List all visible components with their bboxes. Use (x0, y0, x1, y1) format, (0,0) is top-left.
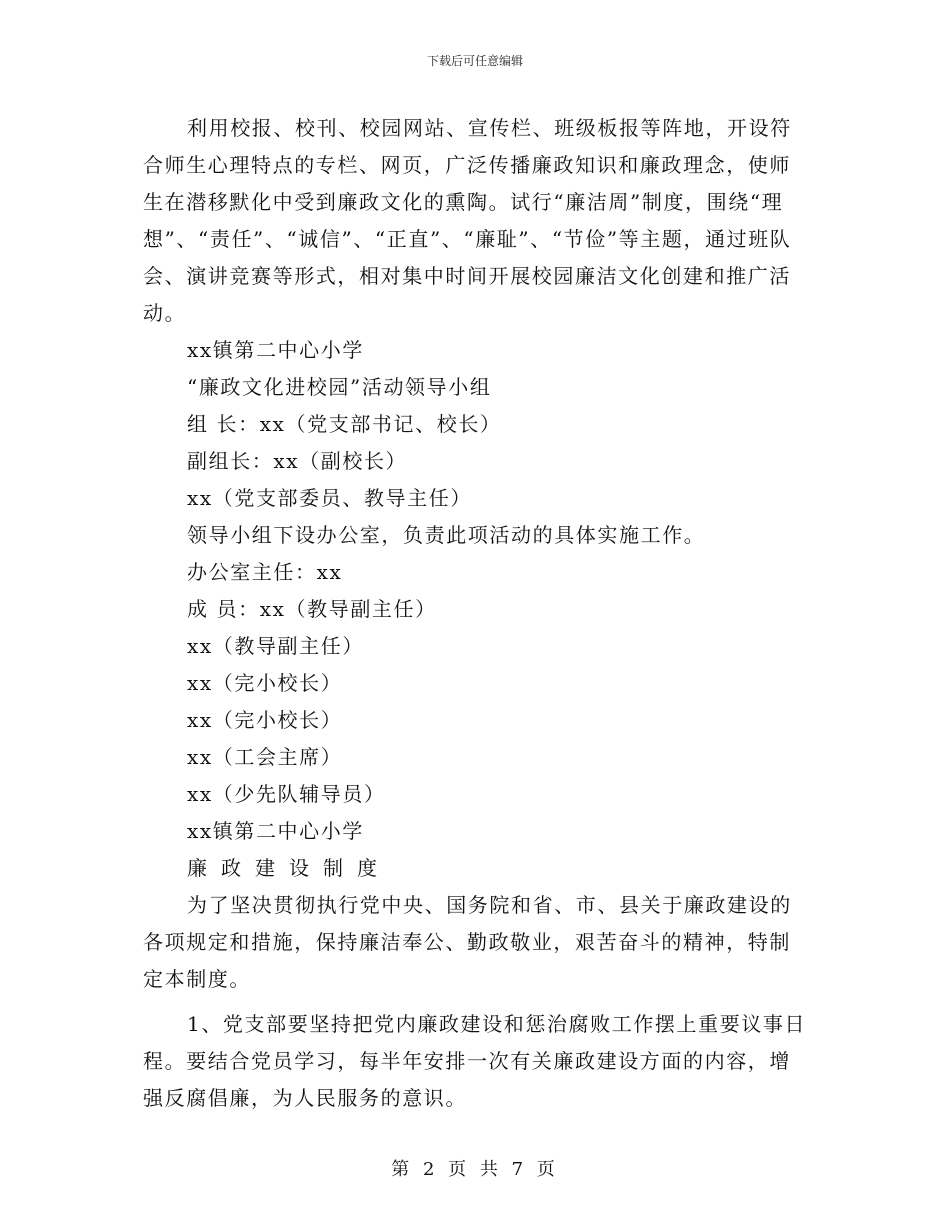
school-name-2: xx镇第二中心小学 (187, 819, 364, 843)
paragraph-rule-1: 1、党支部要坚持把党内廉政建设和惩治腐败工作摆上重要议事日程。要结合党员学习，每半年安排一次有关廉政建设方面的内容，增强反腐倡廉，为人民服务的意识。 (143, 1012, 807, 1110)
section-heading: 廉政建设制度 (187, 856, 391, 880)
office-director: 办公室主任：xx (187, 560, 343, 584)
office-setup: 领导小组下设办公室，负责此项活动的具体实施工作。 (187, 523, 706, 547)
paragraph-intro: 为了坚决贯彻执行党中央、国务院和省、市、县关于廉政建设的各项规定和措施，保持廉洁奉公、勤政敬业，艰苦奋斗的精神，特制定本制度。 (143, 893, 792, 991)
deputy-leader: 副组长：xx（副校长） (187, 449, 408, 473)
page-header: 下载后可任意编辑 (426, 54, 523, 68)
deputy-leader-2: xx（党支部委员、教导主任） (187, 486, 472, 510)
member-line: xx（工会主席） (187, 745, 343, 769)
page-footer: 第 2 页 共 7 页 (391, 1159, 559, 1180)
member-line: xx（完小校长） (187, 708, 343, 732)
group-title: “廉政文化进校园”活动领导小组 (187, 375, 492, 399)
group-leader: 组 长：xx（党支部书记、校长） (187, 412, 502, 436)
member-line: xx（少先队辅导员） (187, 782, 386, 806)
document-body (143, 110, 808, 1117)
school-name: xx镇第二中心小学 (187, 338, 364, 362)
member-line: xx（教导副主任） (187, 634, 364, 658)
member-line: 成 员：xx（教导副主任） (187, 597, 437, 621)
member-line: xx（完小校长） (187, 671, 343, 695)
paragraph-promotion: 利用校报、校刊、校园网站、宣传栏、班级板报等阵地，开设符合师生心理特点的专栏、网页，广泛传播廉政知识和廉政理念，使师生在潜移默化中受到廉政文化的熏陶。试行“廉洁周”制度，围绕“理想”、“责任”、“诚信”、“正直”、“廉耻”、“节俭”等主题，通过班队会、演讲竞赛等形式，相对集中时间开展校园廉洁文化创建和推广活动。 (143, 116, 792, 325)
